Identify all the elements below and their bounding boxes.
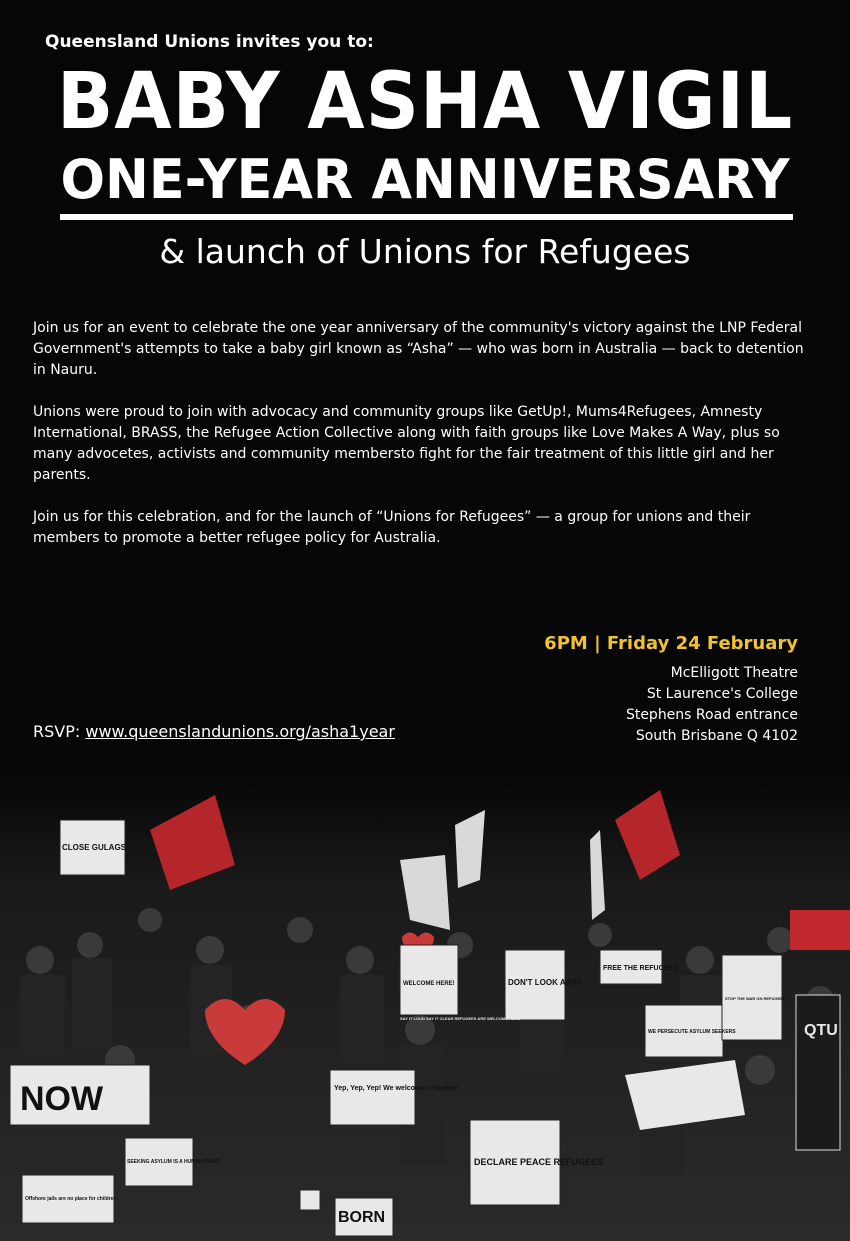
sign-text: DON'T LOOK AWAY <box>508 978 583 987</box>
divider <box>60 214 793 220</box>
protest-crowd-photo <box>0 770 850 1241</box>
sign-text: STOP THE WAR ON REFUGEES <box>725 996 786 1001</box>
body-text <box>33 318 813 570</box>
rsvp-label: RSVP: <box>33 722 81 741</box>
sign-text: NOW <box>20 1080 104 1118</box>
sign-text: QTU <box>804 1022 838 1039</box>
title-line2: ONE-YEAR ANNIVERSARY <box>60 148 790 211</box>
sign-text: SEEKING ASYLUM IS A HUMAN RIGHT <box>127 1159 220 1165</box>
address-line: McElligott Theatre <box>670 665 798 681</box>
sign-text: Yep, Yep, Yep! We welcome refugees! <box>334 1085 459 1092</box>
subtitle: & launch of Unions for Refugees <box>159 232 691 271</box>
sign-text: FREE THE REFUGEES <box>603 965 679 972</box>
address-line: Stephens Road entrance <box>625 707 798 723</box>
sign-text: WE PERSECUTE ASYLUM SEEKERS <box>648 1029 736 1035</box>
title-line1: BABY ASHA VIGIL <box>56 57 794 147</box>
paragraph-1: Join us for an event to celebrate the one year anniversary of the community's victory against the LNP Federal Government's attempts to take a baby girl known as “Asha” — who was born in Australia — back to detention in Nauru. <box>33 320 804 378</box>
sign-text: WELCOME HERE! <box>403 981 455 987</box>
rsvp-link[interactable]: www.queenslandunions.org/asha1year <box>85 722 395 741</box>
address-line: St Laurence's College <box>646 686 798 702</box>
rsvp <box>33 722 395 741</box>
sign-text: CLOSE GULAGS <box>62 843 127 852</box>
paragraph-2: Unions were proud to join with advocacy and community groups like GetUp!, Mums4Refugees, Amnesty International, BRASS, the Refugee Action Collective along with faith groups like Love Makes A Way, plus so many advocetes, activists and community membersto fight for the fair treatment of this little girl and her parents. <box>33 404 780 483</box>
sign-text: Offshore jails are no place for children <box>25 1196 117 1202</box>
sign-text: DECLARE PEACE REFUGEES <box>474 1157 604 1167</box>
sign-text: SAY IT LOUD SAY IT CLEAR REFUGEES ARE WELCOME HERE <box>400 1016 521 1021</box>
paragraph-3: Join us for this celebration, and for the launch of “Unions for Refugees” — a group for unions and their members to promote a better refugee policy for Australia. <box>33 509 751 546</box>
address-line: South Brisbane Q 4102 <box>635 728 798 744</box>
event-time: 6PM | Friday 24 February <box>544 633 798 654</box>
intro-text: Queensland Unions invites you to: <box>45 32 374 52</box>
sign-text: BORN <box>338 1209 386 1226</box>
event-address <box>626 663 798 747</box>
